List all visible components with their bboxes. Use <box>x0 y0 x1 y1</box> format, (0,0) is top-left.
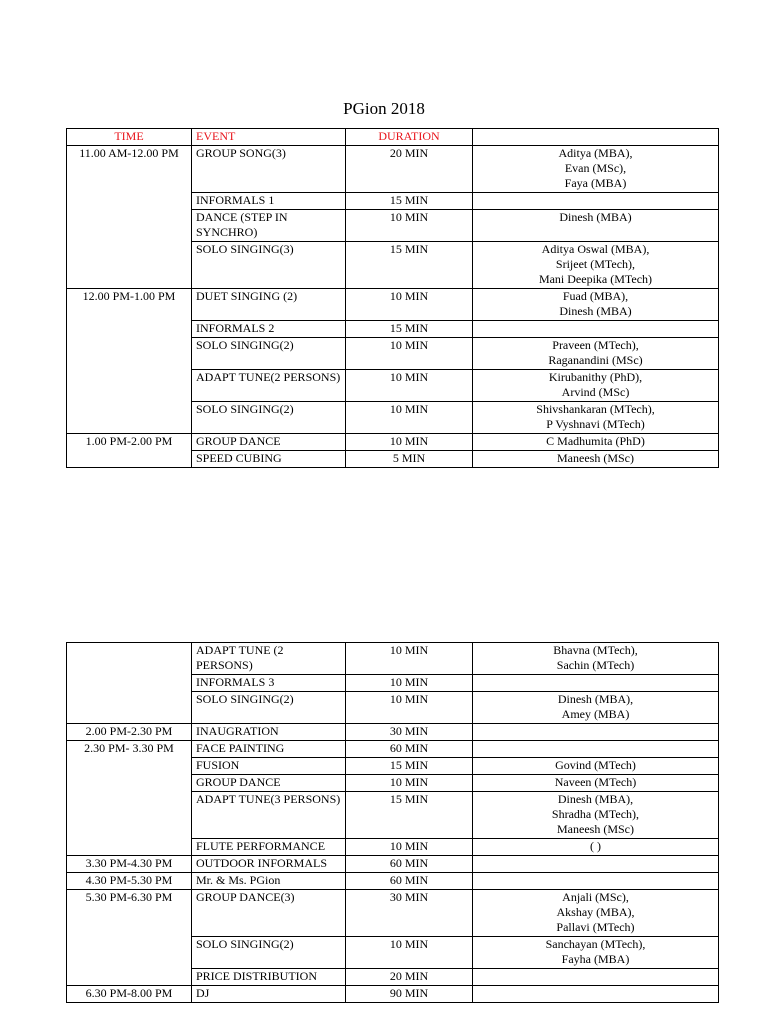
table-row <box>67 724 719 741</box>
participants-cell: Sanchayan (MTech), Fayha (MBA) <box>473 937 719 969</box>
page-title: PGion 2018 <box>343 99 425 118</box>
table-row <box>67 643 719 675</box>
duration-cell: 10 MIN <box>346 210 473 242</box>
participants-cell: C Madhumita (PhD) <box>473 434 719 451</box>
event-cell: SPEED CUBING <box>192 451 346 468</box>
duration-cell: 10 MIN <box>346 675 473 692</box>
duration-cell: 15 MIN <box>346 193 473 210</box>
event-cell: FUSION <box>192 758 346 775</box>
time-cell: 3.30 PM-4.30 PM <box>67 856 192 873</box>
event-cell: DUET SINGING (2) <box>192 289 346 321</box>
event-cell: GROUP SONG(3) <box>192 146 346 193</box>
event-cell: DANCE (STEP IN SYNCHRO) <box>192 210 346 242</box>
event-cell: FLUTE PERFORMANCE <box>192 839 346 856</box>
participants-cell <box>473 986 719 1003</box>
duration-cell: 20 MIN <box>346 146 473 193</box>
time-cell <box>67 643 192 724</box>
duration-cell: 10 MIN <box>346 839 473 856</box>
table-row <box>67 289 719 321</box>
schedule-table-2 <box>66 642 719 1003</box>
event-cell: SOLO SINGING(2) <box>192 692 346 724</box>
event-cell: GROUP DANCE(3) <box>192 890 346 937</box>
event-cell: SOLO SINGING(2) <box>192 338 346 370</box>
event-cell: FACE PAINTING <box>192 741 346 758</box>
event-cell: GROUP DANCE <box>192 775 346 792</box>
table-row <box>67 873 719 890</box>
duration-cell: 10 MIN <box>346 937 473 969</box>
duration-cell: 10 MIN <box>346 289 473 321</box>
header-event: EVENT <box>192 129 346 146</box>
duration-cell: 30 MIN <box>346 724 473 741</box>
event-cell: INFORMALS 3 <box>192 675 346 692</box>
participants-cell <box>473 969 719 986</box>
event-cell: ADAPT TUNE (2 PERSONS) <box>192 643 346 675</box>
table-header-row <box>67 129 719 146</box>
event-cell: ADAPT TUNE(2 PERSONS) <box>192 370 346 402</box>
participants-cell: Aditya (MBA), Evan (MSc), Faya (MBA) <box>473 146 719 193</box>
participants-cell: Aditya Oswal (MBA), Srijeet (MTech), Mani Deepika (MTech) <box>473 242 719 289</box>
event-cell: Mr. & Ms. PGion <box>192 873 346 890</box>
participants-cell: Govind (MTech) <box>473 758 719 775</box>
duration-cell: 30 MIN <box>346 890 473 937</box>
time-cell: 1.00 PM-2.00 PM <box>67 434 192 468</box>
schedule-table-1 <box>66 128 719 468</box>
participants-cell: Naveen (MTech) <box>473 775 719 792</box>
duration-cell: 20 MIN <box>346 969 473 986</box>
participants-cell <box>473 675 719 692</box>
duration-cell: 10 MIN <box>346 643 473 675</box>
participants-cell <box>473 856 719 873</box>
event-cell: GROUP DANCE <box>192 434 346 451</box>
table-row <box>67 146 719 193</box>
participants-cell: ( ) <box>473 839 719 856</box>
event-cell: ADAPT TUNE(3 PERSONS) <box>192 792 346 839</box>
participants-cell <box>473 724 719 741</box>
duration-cell: 10 MIN <box>346 692 473 724</box>
table-row <box>67 434 719 451</box>
participants-cell: Maneesh (MSc) <box>473 451 719 468</box>
event-cell: INFORMALS 2 <box>192 321 346 338</box>
event-cell: SOLO SINGING(2) <box>192 937 346 969</box>
duration-cell: 10 MIN <box>346 434 473 451</box>
duration-cell: 10 MIN <box>346 402 473 434</box>
duration-cell: 10 MIN <box>346 338 473 370</box>
participants-cell: Praveen (MTech), Raganandini (MSc) <box>473 338 719 370</box>
participants-cell: Anjali (MSc), Akshay (MBA), Pallavi (MTech) <box>473 890 719 937</box>
duration-cell: 10 MIN <box>346 775 473 792</box>
duration-cell: 60 MIN <box>346 856 473 873</box>
participants-cell: Dinesh (MBA), Amey (MBA) <box>473 692 719 724</box>
event-cell: SOLO SINGING(3) <box>192 242 346 289</box>
duration-cell: 90 MIN <box>346 986 473 1003</box>
duration-cell: 10 MIN <box>346 370 473 402</box>
participants-cell: Dinesh (MBA) <box>473 210 719 242</box>
table-row <box>67 856 719 873</box>
event-cell: DJ <box>192 986 346 1003</box>
participants-cell: Bhavna (MTech), Sachin (MTech) <box>473 643 719 675</box>
time-cell: 2.00 PM-2.30 PM <box>67 724 192 741</box>
duration-cell: 15 MIN <box>346 792 473 839</box>
duration-cell: 5 MIN <box>346 451 473 468</box>
table-row <box>67 986 719 1003</box>
duration-cell: 60 MIN <box>346 873 473 890</box>
event-cell: INFORMALS 1 <box>192 193 346 210</box>
participants-cell <box>473 741 719 758</box>
header-time: TIME <box>67 129 192 146</box>
time-cell: 12.00 PM-1.00 PM <box>67 289 192 434</box>
participants-cell <box>473 321 719 338</box>
duration-cell: 15 MIN <box>346 758 473 775</box>
participants-cell: Fuad (MBA), Dinesh (MBA) <box>473 289 719 321</box>
header-participants <box>473 129 719 146</box>
duration-cell: 60 MIN <box>346 741 473 758</box>
event-cell: OUTDOOR INFORMALS <box>192 856 346 873</box>
participants-cell <box>473 873 719 890</box>
duration-cell: 15 MIN <box>346 321 473 338</box>
table-row <box>67 741 719 758</box>
time-cell: 2.30 PM- 3.30 PM <box>67 741 192 856</box>
participants-cell <box>473 193 719 210</box>
header-duration: DURATION <box>346 129 473 146</box>
event-cell: SOLO SINGING(2) <box>192 402 346 434</box>
table-row <box>67 890 719 937</box>
time-cell: 11.00 AM-12.00 PM <box>67 146 192 289</box>
time-cell: 5.30 PM-6.30 PM <box>67 890 192 986</box>
event-cell: INAUGRATION <box>192 724 346 741</box>
duration-cell: 15 MIN <box>346 242 473 289</box>
participants-cell: Dinesh (MBA), Shradha (MTech), Maneesh (MSc) <box>473 792 719 839</box>
time-cell: 6.30 PM-8.00 PM <box>67 986 192 1003</box>
participants-cell: Shivshankaran (MTech), P Vyshnavi (MTech) <box>473 402 719 434</box>
event-cell: PRICE DISTRIBUTION <box>192 969 346 986</box>
time-cell: 4.30 PM-5.30 PM <box>67 873 192 890</box>
participants-cell: Kirubanithy (PhD), Arvind (MSc) <box>473 370 719 402</box>
